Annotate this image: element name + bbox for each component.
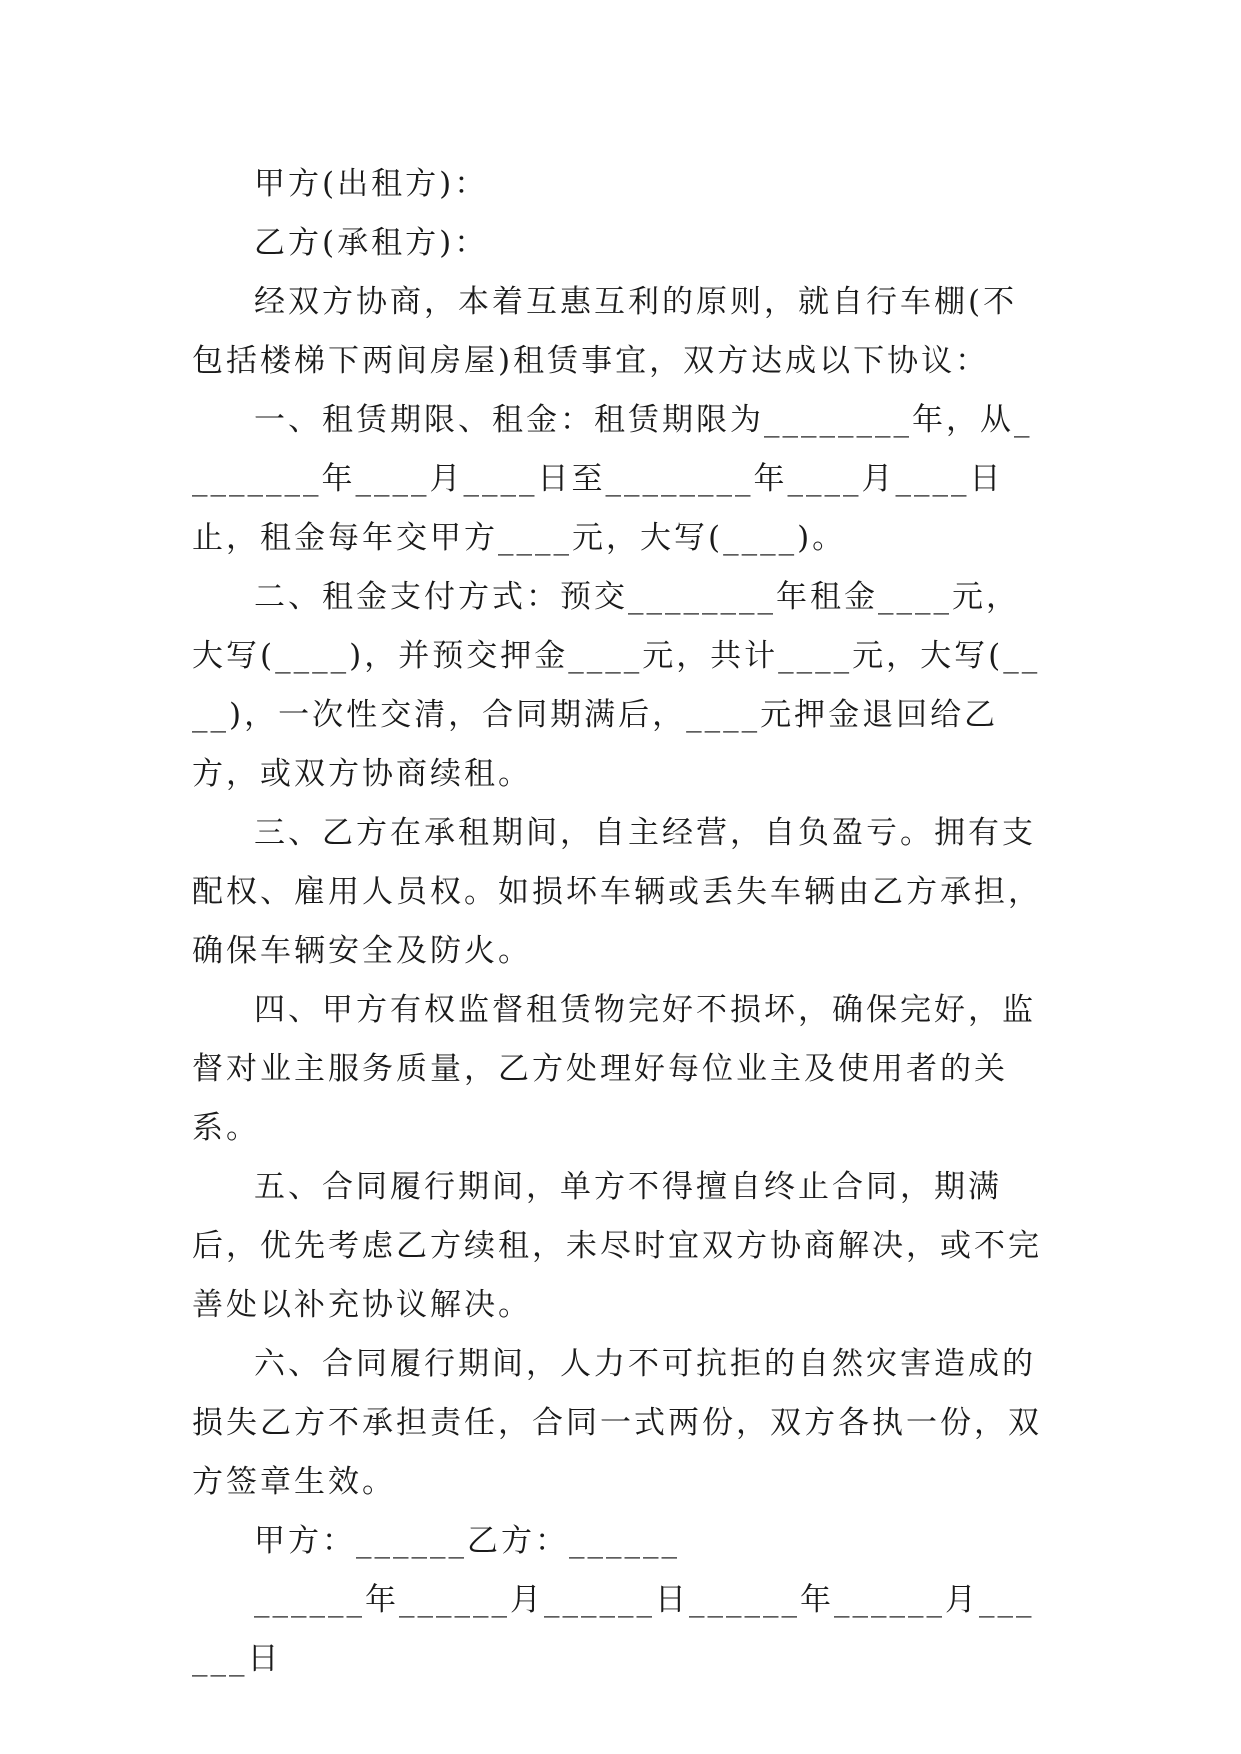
clause-4-lessor-rights: 四、甲方有权监督租赁物完好不损坏，确保完好，监督对业主服务质量，乙方处理好每位业主及使用者的关系。	[192, 992, 1036, 1146]
clause-3-lessee-duties: 三、乙方在承租期间，自主经营，自负盈亏。拥有支配权、雇用人员权。如损坏车辆或丢失车辆由乙方承担，确保车辆安全及防火。	[192, 815, 1042, 969]
signature-line: 甲方：______乙方：______	[254, 1523, 680, 1559]
party-b-line: 乙方(承租方)：	[254, 225, 489, 261]
date-line: ______年______月______日______年______月______日	[192, 1582, 1035, 1677]
clause-2-payment: 二、租金支付方式：预交________年租金____元，大写(____)，并预交押金____元，共计____元，大写(____)，一次性交清，合同期满后，____元押金退回给乙方，或双方协商续租。	[192, 579, 1041, 792]
party-a-line: 甲方(出租方)：	[254, 166, 489, 202]
clause-6-force-majeure: 六、合同履行期间，人力不可抗拒的自然灾害造成的损失乙方不承担责任，合同一式两份，双方各执一份，双方签章生效。	[192, 1346, 1042, 1500]
clause-5-termination: 五、合同履行期间，单方不得擅自终止合同，期满后，优先考虑乙方续租，未尽时宜双方协商解决，或不完善处以补充协议解决。	[192, 1169, 1042, 1323]
document-body	[192, 155, 1042, 1689]
intro-paragraph: 经双方协商，本着互惠互利的原则，就自行车棚(不包括楼梯下两间房屋)租赁事宜，双方达成以下协议：	[192, 284, 1018, 379]
clause-1-term-rent: 一、租赁期限、租金：租赁期限为________年，从________年____月____日至________年____月____日止，租金每年交甲方____元，大写(____)。	[192, 402, 1033, 556]
